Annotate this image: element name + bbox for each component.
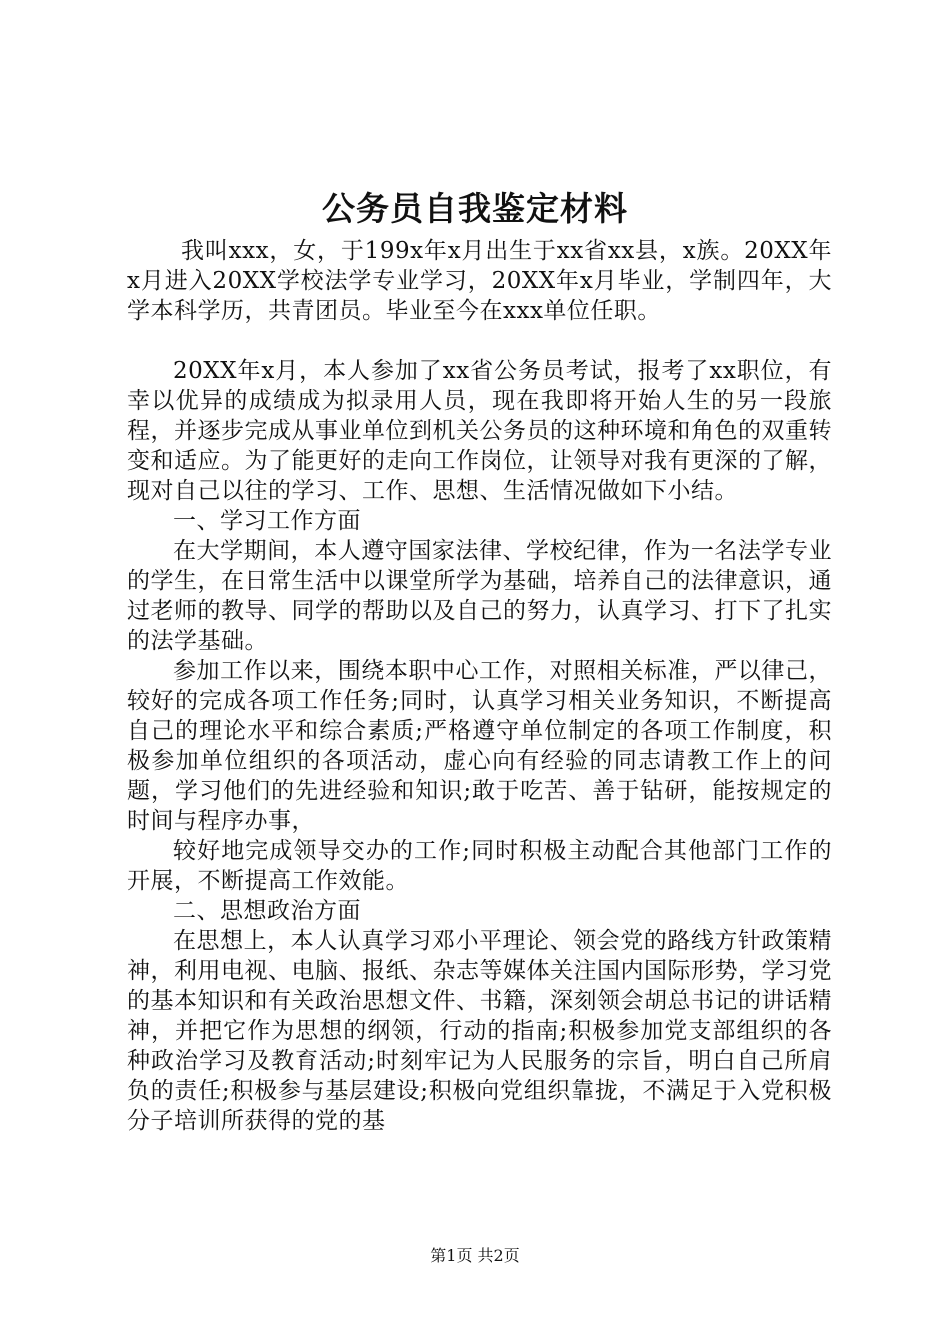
paragraph-political: 在思想上，本人认真学习邓小平理论、领会党的路线方针政策精神，利用电视、电脑、报纸、杂志等媒体关注国内国际形势，学习党的基本知识和有关政治思想文件、书籍，深刻领会胡总书记的讲话精神，并把它作为思想的纲领，行动的指南;积极参加党支部组织的各种政治学习及教育活动;时刻牢记为人民服务的宗旨，明白自己所肩负的责任;积极参与基层建设;积极向党组织靠拢，不满足于入党积极分子培训所获得的党的基 — [127, 928, 832, 1134]
paragraph-work: 参加工作以来，围绕本职中心工作，对照相关标准，严以律己，较好的完成各项工作任务;同时，认真学习相关业务知识，不断提高自己的理论水平和综合素质;严格遵守单位制定的各项工作制度，积极参加单位组织的各项活动，虚心向有经验的同志请教工作上的问题，学习他们的先进经验和知识;敢于吃苦、善于钻研，能按规定的时间与程序办事， — [127, 658, 832, 834]
paragraph-exam-intro: 20XX年x月，本人参加了xx省公务员考试，报考了xx职位，有幸以优异的成绩成为拟录用人员，现在我即将开始人生的另一段旅程，并逐步完成从事业单位到机关公务员的这种环境和角色的双重转变和适应。为了能更好的走向工作岗位，让领导对我有更深的了解，现对自己以往的学习、工作、思想、生活情况做如下小结。 — [127, 358, 832, 504]
document-body — [127, 236, 832, 1136]
paragraph-work-continued: 较好地完成领导交办的工作;同时积极主动配合其他部门工作的开展，不断提高工作效能。 — [127, 838, 832, 894]
paragraph-university: 在大学期间，本人遵守国家法律、学校纪律，作为一名法学专业的学生，在日常生活中以课堂所学为基础，培养自己的法律意识，通过老师的教导、同学的帮助以及自己的努力，认真学习、打下了扎实的法学基础。 — [127, 538, 832, 654]
section-heading-political: 二、思想政治方面 — [173, 898, 361, 924]
page-number-footer: 第1页 共2页 — [430, 1246, 520, 1265]
section-heading-study-work: 一、学习工作方面 — [173, 508, 361, 534]
document-title: 公务员自我鉴定材料 — [322, 189, 628, 228]
paragraph-personal-info: 我叫xxx，女，于199x年x月出生于xx省xx县，x族。20XX年x月进入20XX学校法学专业学习，20XX年x月毕业，学制四年，大学本科学历，共青团员。毕业至今在xxx单位任职。 — [127, 238, 832, 324]
